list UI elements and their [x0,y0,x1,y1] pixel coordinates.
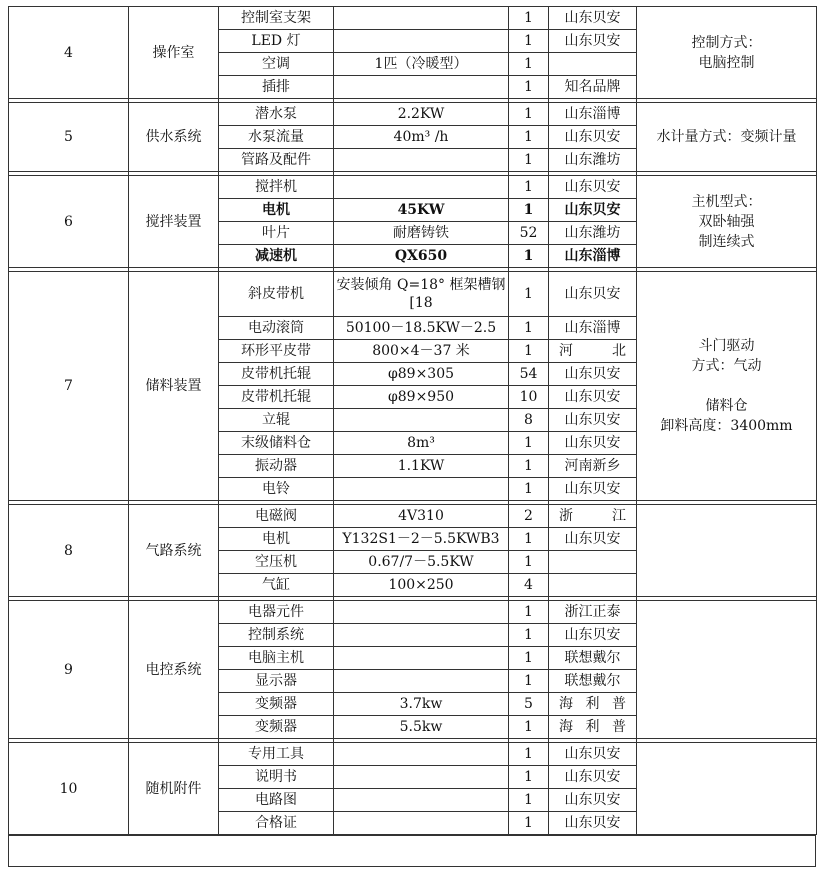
group-note [637,103,817,172]
item-spec: 8m³ [334,432,509,455]
item-spec: 1匹（冷暖型） [334,53,509,76]
item-spec [334,789,509,812]
item-quantity: 54 [509,363,549,386]
item-spec: 0.67/7－5.5KW [334,551,509,574]
item-quantity: 1 [509,789,549,812]
item-origin: 山东贝安 [549,409,637,432]
table-row [9,103,817,126]
item-name: 管路及配件 [219,149,334,172]
item-quantity: 1 [509,245,549,268]
item-name: 专用工具 [219,743,334,766]
item-spec: Y132S1－2－5.5KWB3 [334,528,509,551]
note-line: 主机型式： [691,193,762,210]
item-spec [334,743,509,766]
item-origin: 联想戴尔 [549,670,637,693]
item-spec: φ89×950 [334,386,509,409]
item-name: 电铃 [219,478,334,501]
item-spec: 800×4－37 米 [334,340,509,363]
item-spec [334,670,509,693]
group-note [637,601,817,739]
item-quantity: 1 [509,647,549,670]
item-name: 插排 [219,76,334,99]
system-name: 搅拌装置 [129,176,219,268]
item-quantity: 5 [509,693,549,716]
item-quantity: 1 [509,670,549,693]
group-number: 4 [9,7,129,99]
item-name: 控制室支架 [219,7,334,30]
item-quantity: 1 [509,340,549,363]
item-origin [549,574,637,597]
system-name: 随机附件 [129,743,219,835]
item-origin: 山东贝安 [549,812,637,835]
group-number: 10 [9,743,129,835]
item-spec: 安装倾角 Q=18° 框架槽钢[18 [334,272,509,317]
item-quantity: 1 [509,53,549,76]
item-name: 电动滚筒 [219,317,334,340]
item-quantity: 1 [509,766,549,789]
note-line [639,376,814,396]
item-quantity: 1 [509,317,549,340]
item-origin: 山东贝安 [549,432,637,455]
item-quantity: 1 [509,601,549,624]
group-number: 6 [9,176,129,268]
system-name: 气路系统 [129,505,219,597]
item-name: 立辊 [219,409,334,432]
item-origin: 山东潍坊 [549,222,637,245]
item-origin: 山东淄博 [549,317,637,340]
item-origin: 山东贝安 [549,766,637,789]
group-note [637,505,817,597]
item-spec: 3.7kw [334,693,509,716]
item-name: 末级储料仓 [219,432,334,455]
item-origin: 河 北 [549,340,637,363]
item-quantity: 8 [509,409,549,432]
item-quantity: 4 [509,574,549,597]
note-line: 制连续式 [698,233,755,250]
table-row [9,176,817,199]
item-name: 空压机 [219,551,334,574]
item-spec: QX650 [334,245,509,268]
item-origin: 浙 江 [549,505,637,528]
item-origin: 山东贝安 [549,30,637,53]
item-name: 环形平皮带 [219,340,334,363]
system-name: 供水系统 [129,103,219,172]
table-row [9,7,817,30]
group-number: 5 [9,103,129,172]
item-spec: φ89×305 [334,363,509,386]
item-quantity: 10 [509,386,549,409]
item-spec [334,766,509,789]
item-name: 水泵流量 [219,126,334,149]
item-spec: 2.2KW [334,103,509,126]
item-name: 皮带机托辊 [219,386,334,409]
equipment-spec-sheet [8,6,816,868]
item-name: 空调 [219,53,334,76]
item-name: 潜水泵 [219,103,334,126]
item-name: 斜皮带机 [219,272,334,317]
item-origin: 山东贝安 [549,789,637,812]
item-quantity: 1 [509,478,549,501]
system-name: 操作室 [129,7,219,99]
note-line: 斗门驱动 [698,338,755,354]
table-row [9,505,817,528]
item-spec [334,7,509,30]
equipment-table [8,6,817,835]
item-name: 皮带机托辊 [219,363,334,386]
item-origin [549,53,637,76]
system-name: 电控系统 [129,601,219,739]
item-spec [334,30,509,53]
item-quantity: 1 [509,528,549,551]
item-origin: 海 利 普 [549,716,637,739]
item-name: 说明书 [219,766,334,789]
note-line: 方式：气动 [691,358,762,374]
item-quantity: 1 [509,272,549,317]
note-line: 双卧轴强 [698,213,755,230]
item-origin: 山东贝安 [549,624,637,647]
group-note [637,176,817,268]
note-line: 电脑控制 [698,54,755,71]
item-origin: 山东贝安 [549,363,637,386]
item-spec [334,601,509,624]
item-origin: 山东贝安 [549,386,637,409]
item-quantity: 1 [509,126,549,149]
group-note [637,272,817,501]
item-name: 电器元件 [219,601,334,624]
top-border-line [108,6,808,7]
item-origin: 山东淄博 [549,103,637,126]
item-quantity: 1 [509,716,549,739]
item-origin: 山东贝安 [549,272,637,317]
item-spec: 耐磨铸铁 [334,222,509,245]
item-name: 变频器 [219,716,334,739]
item-name: 控制系统 [219,624,334,647]
item-spec [334,149,509,172]
item-origin: 知名品牌 [549,76,637,99]
item-origin: 山东贝安 [549,7,637,30]
item-origin: 山东贝安 [549,743,637,766]
item-quantity: 1 [509,103,549,126]
item-origin: 山东贝安 [549,528,637,551]
item-spec: 100×250 [334,574,509,597]
item-origin [549,551,637,574]
item-spec [334,647,509,670]
item-name: 振动器 [219,455,334,478]
item-quantity: 1 [509,743,549,766]
item-name: 电路图 [219,789,334,812]
item-spec [334,409,509,432]
item-origin: 山东贝安 [549,126,637,149]
item-name: 电脑主机 [219,647,334,670]
item-spec [334,812,509,835]
item-origin: 浙江正泰 [549,601,637,624]
note-line: 储料仓 [705,398,748,414]
item-quantity: 1 [509,76,549,99]
note-line: 水计量方式：变频计量 [656,129,797,145]
item-origin: 山东贝安 [549,176,637,199]
item-spec: 50100－18.5KW－2.5 [334,317,509,340]
item-quantity: 52 [509,222,549,245]
item-quantity: 1 [509,30,549,53]
item-quantity: 1 [509,149,549,172]
item-spec: 5.5kw [334,716,509,739]
table-footer-row [8,835,816,867]
group-note [637,743,817,835]
item-spec: 45KW [334,199,509,222]
item-name: 电机 [219,199,334,222]
item-quantity: 1 [509,432,549,455]
item-name: 显示器 [219,670,334,693]
item-name: 气缸 [219,574,334,597]
item-spec [334,624,509,647]
item-spec: 40m³ /h [334,126,509,149]
item-name: LED 灯 [219,30,334,53]
item-origin: 山东贝安 [549,478,637,501]
item-quantity: 1 [509,455,549,478]
item-name: 搅拌机 [219,176,334,199]
item-spec [334,76,509,99]
item-name: 减速机 [219,245,334,268]
group-note [637,7,817,99]
item-quantity: 1 [509,551,549,574]
table-row [9,272,817,317]
item-origin: 海 利 普 [549,693,637,716]
table-row [9,743,817,766]
item-quantity: 1 [509,176,549,199]
item-spec: 4V310 [334,505,509,528]
group-number: 8 [9,505,129,597]
note-line: 控制方式： [691,34,762,51]
item-origin: 河南新乡 [549,455,637,478]
item-name: 电磁阀 [219,505,334,528]
item-quantity: 1 [509,199,549,222]
item-name: 合格证 [219,812,334,835]
item-quantity: 1 [509,624,549,647]
equipment-table-body [9,7,817,835]
group-number: 7 [9,272,129,501]
item-name: 电机 [219,528,334,551]
group-number: 9 [9,601,129,739]
note-line: 卸料高度：3400mm [660,418,793,434]
item-origin: 山东淄博 [549,245,637,268]
item-name: 叶片 [219,222,334,245]
item-quantity: 2 [509,505,549,528]
table-row [9,601,817,624]
item-spec: 1.1KW [334,455,509,478]
item-spec [334,478,509,501]
item-quantity: 1 [509,812,549,835]
item-spec [334,176,509,199]
item-origin: 山东贝安 [549,199,637,222]
item-origin: 联想戴尔 [549,647,637,670]
system-name: 储料装置 [129,272,219,501]
item-origin: 山东潍坊 [549,149,637,172]
item-name: 变频器 [219,693,334,716]
item-quantity: 1 [509,7,549,30]
